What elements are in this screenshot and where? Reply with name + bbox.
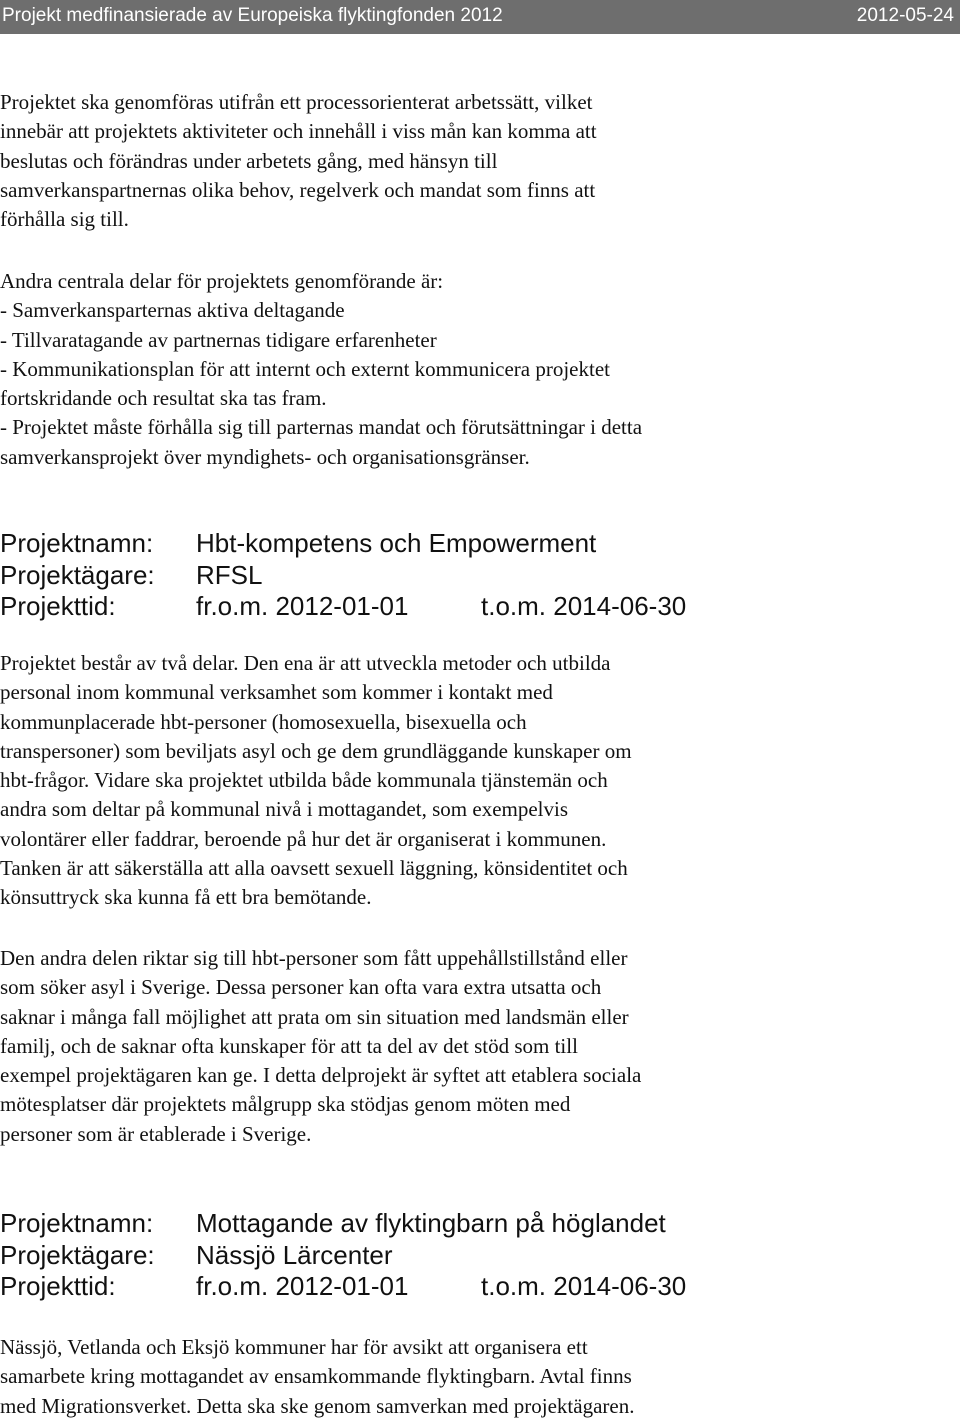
project-name-label: Projektnamn:: [0, 1208, 154, 1238]
project-period-from: fr.o.m. 2012-01-01: [196, 591, 409, 621]
page-header: [0, 0, 960, 34]
paragraph-process: Projektet ska genomföras utifrån ett processorienterat arbetssätt, vilket innebär att projektets aktiviteter och innehåll i viss mån kan komma att beslutas och förändras under arbetets gång, med hänsyn till samverkanspartnernas olika behov, regelverk och mandat som finns att förhålla sig till.: [0, 90, 597, 232]
paragraph-part-one: Projektet består av två delar. Den ena är att utveckla metoder och utbilda personal inom kommunal verksamhet som kommer i kontakt med kommunplacerade hbt-personer (homosexuella, bisexuella och transpersoner) som beviljats asyl och ge dem grundläggande kunskaper om hbt-frågor. Vidare ska projektet utbilda både kommunala tjänstemän och andra som deltar på kommunal nivå i mottagandet, som exempelvis volontärer eller faddrar, beroende på hur det är organiserat i kommunen. Tanken är att säkerställa att alla oavsett sexuell läggning, könsidentitet och könsuttryck ska kunna få ett bra bemötande.: [0, 651, 632, 910]
project-owner: RFSL: [196, 559, 263, 590]
project-period-row: [0, 1271, 950, 1303]
project-period-from: fr.o.m. 2012-01-01: [196, 1271, 409, 1301]
project-info-block: [0, 1208, 950, 1303]
paragraph-central-parts: Andra centrala delar för projektets genomförande är: - Samverkansparternas aktiva deltagande - Tillvaratagande av partnernas tidigare erfarenheter - Kommunikationsplan för att internt och externt kommunicera projektet fortskridande och resultat ska tas fram. - Projektet måste förhålla sig till parternas mandat och förutsättningar i detta samverkansprojekt över myndighets- och organisationsgränser.: [0, 269, 643, 469]
project-period-label: Projekttid:: [0, 591, 116, 621]
project-owner-label: Projektägare:: [0, 559, 155, 590]
project-name-row: [0, 528, 950, 560]
paragraph-part-two: Den andra delen riktar sig till hbt-personer som fått uppehållstillstånd eller som söker asyl i Sverige. Dessa personer kan ofta vara extra utsatta och saknar i många fall möjlighet att prata om sin situation med landsmän eller familj, och de saknar ofta kunskaper för att ta del av det stöd som till exempel projektägaren kan ge. I detta delprojekt är syftet att etablera sociala mötesplatser där projektets målgrupp ska stödjas genom möten med personer som är etablerade i Sverige.: [0, 946, 642, 1146]
project-owner-row: [0, 560, 950, 592]
project-period-label: Projekttid:: [0, 1271, 116, 1301]
paragraph-nassjo: Nässjö, Vetlanda och Eksjö kommuner har för avsikt att organisera ett samarbete kring mottagandet av ensamkommande flyktingbarn. Avtal finns med Migrationsverket. Detta ska ske genom samverkan med projektägaren.: [0, 1335, 635, 1418]
project-owner-row: [0, 1240, 950, 1272]
project-name: Hbt-kompetens och Empowerment: [196, 528, 597, 558]
project-owner-label: Projektägare:: [0, 1239, 155, 1270]
project-name-row: [0, 1208, 950, 1240]
project-name: Mottagande av flyktingbarn på höglandet: [196, 1208, 666, 1238]
header-title: Projekt medfinansierade av Europeiska flyktingfonden 2012: [2, 5, 503, 26]
header-date: 2012-05-24: [856, 5, 954, 26]
project-name-label: Projektnamn:: [0, 528, 154, 558]
project-period-row: [0, 591, 950, 623]
project-period-to: t.o.m. 2014-06-30: [481, 1271, 687, 1301]
project-info-block: [0, 528, 950, 623]
project-period-to: t.o.m. 2014-06-30: [481, 591, 687, 621]
project-owner: Nässjö Lärcenter: [196, 1239, 393, 1270]
